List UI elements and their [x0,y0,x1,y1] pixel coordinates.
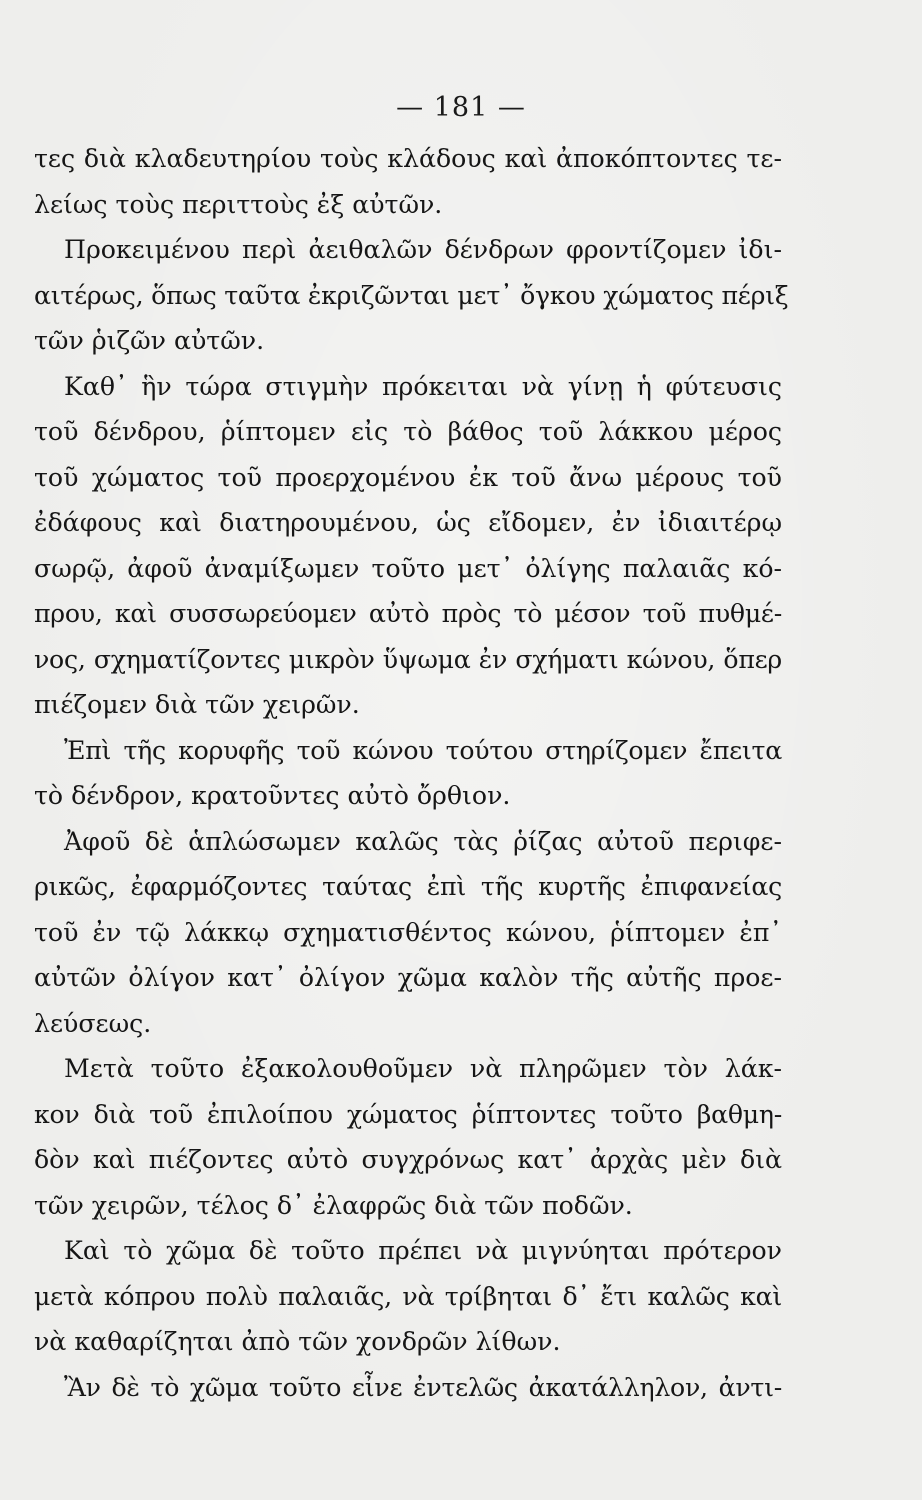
text-line: τῶν ῥιζῶν αὐτῶν. [34,326,265,355]
text-line: Καὶ τὸ χῶμα δὲ τοῦτο πρέπει νὰ μιγνύηται πρότερον [64,1236,782,1265]
text-line: ἐδάφους καὶ διατηρουμένου, ὡς εἴδομεν, ἐν ἰδιαιτέρῳ [34,508,782,537]
text-line: τοῦ χώματος τοῦ προερχομένου ἐκ τοῦ ἄνω μέρους τοῦ [34,462,782,492]
text-line: τοῦ ἐν τῷ λάκκῳ σχηματισθέντος κώνου, ῥίπτομεν ἐπ᾽ [34,917,782,947]
text-line: πιέζομεν διὰ τῶν χειρῶν. [34,690,360,719]
text-line: τοῦ δένδρου, ῥίπτομεν εἰς τὸ βάθος τοῦ λάκκου μέρος [34,417,782,446]
page-number: — 181 — [396,92,526,123]
text-line: λεύσεως. [34,1008,152,1038]
text-line: λείως τοὺς περιττοὺς ἐξ αὐτῶν. [34,189,443,219]
text-line: τὸ δένδρον, κρατοῦντες αὐτὸ ὄρθιον. [34,781,511,810]
text-line: κον διὰ τοῦ ἐπιλοίπου χώματος ῥίπτοντες τοῦτο βαθμη- [34,1099,782,1129]
text-line: Ἂν δὲ τὸ χῶμα τοῦτο εἶνε ἐντελῶς ἀκατάλληλον, ἀντι- [64,1372,782,1402]
text-line: δὸν καὶ πιέζοντες αὐτὸ συγχρόνως κατ᾽ ἀρχὰς μὲν διὰ [34,1145,782,1174]
text-line: αὐτῶν ὀλίγον κατ᾽ ὀλίγον χῶμα καλὸν τῆς αὐτῆς προε- [34,963,782,992]
text-line: Ἀφοῦ δὲ ἁπλώσωμεν καλῶς τὰς ῥίζας αὐτοῦ περιφε- [64,826,782,856]
text-line: Προκειμένου περὶ ἀειθαλῶν δένδρων φροντίζομεν ἰδι- [64,235,782,264]
text-line: νὰ καθαρίζηται ἀπὸ τῶν χονδρῶν λίθων. [34,1327,561,1356]
text-line: νος, σχηματίζοντες μικρὸν ὕψωμα ἐν σχήματι κώνου, ὅπερ [34,644,782,674]
text-line: Μετὰ τοῦτο ἐξακολουθοῦμεν νὰ πληρῶμεν τὸν λάκ- [64,1054,782,1083]
text-line: πρου, καὶ συσσωρεύομεν αὐτὸ πρὸς τὸ μέσον τοῦ πυθμέ- [34,599,782,628]
text-line: ρικῶς, ἐφαρμόζοντες ταύτας ἐπὶ τῆς κυρτῆς ἐπιφανείας [34,872,782,901]
text-line: μετὰ κόπρου πολὺ παλαιᾶς, νὰ τρίβηται δ᾽ ἔτι καλῶς καὶ [34,1281,782,1311]
text-line: Ἐπὶ τῆς κορυφῆς τοῦ κώνου τούτου στηρίζομεν ἔπειτα [64,735,782,765]
text-line: Καθ᾽ ἣν τώρα στιγμὴν πρόκειται νὰ γίνῃ ἡ φύτευσις [64,371,782,401]
text-line: τῶν χειρῶν, τέλος δ᾽ ἐλαφρῶς διὰ τῶν ποδῶν. [34,1190,633,1220]
text-line: τες διὰ κλαδευτηρίου τοὺς κλάδους καὶ ἀποκόπτοντες τε- [34,144,782,173]
text-line: σωρῷ, ἀφοῦ ἀναμίξωμεν τοῦτο μετ᾽ ὀλίγης παλαιᾶς κό- [34,553,782,583]
text-line: αιτέρως, ὅπως ταῦτα ἐκριζῶνται μετ᾽ ὄγκου χώματος πέριξ [34,280,789,310]
body-text [34,136,789,1410]
